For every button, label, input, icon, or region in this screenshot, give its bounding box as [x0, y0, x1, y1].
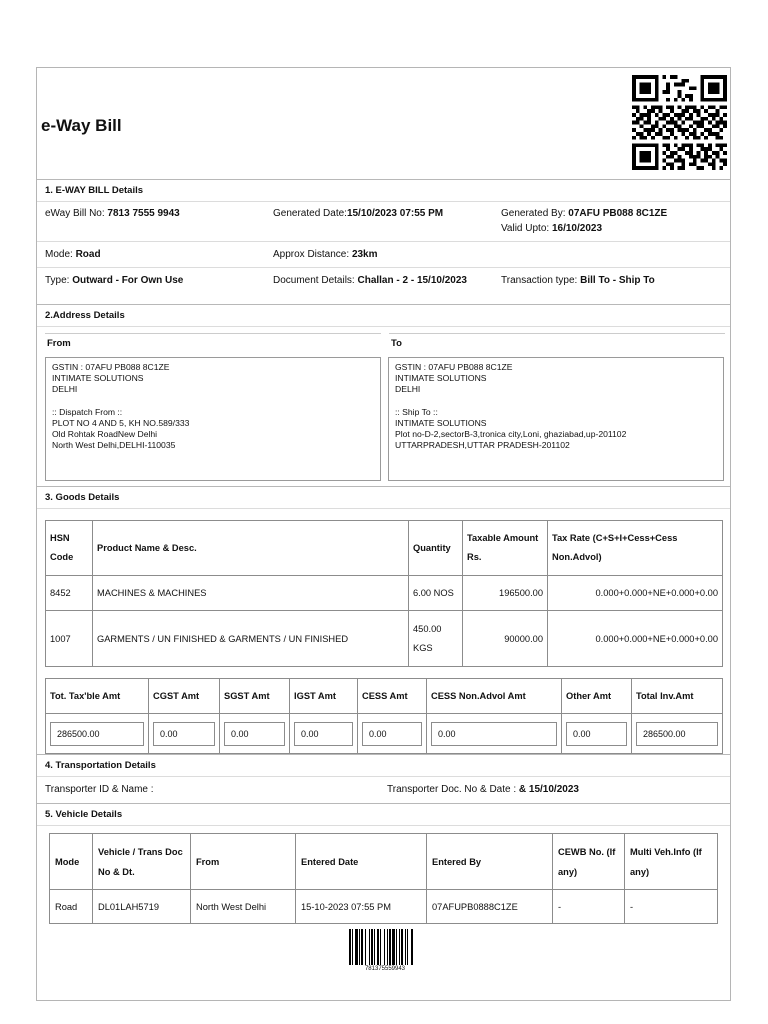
generated-date: Generated Date:15/10/2023 07:55 PM: [273, 208, 444, 219]
cess-field[interactable]: 0.00: [362, 722, 422, 746]
total-taxable-field[interactable]: 286500.00: [50, 722, 144, 746]
col-taxable: Taxable Amount Rs.: [463, 521, 548, 576]
sgst-field[interactable]: 0.00: [224, 722, 285, 746]
table-row: 8452 MACHINES & MACHINES 6.00 NOS 196500.00 0.000+0.000+NE+0.000+0.00: [46, 576, 723, 611]
from-address-box[interactable]: [45, 357, 381, 481]
to-label: To: [391, 338, 402, 349]
address-line: INTIMATE SOLUTIONS: [395, 417, 487, 428]
address-line: GSTIN : 07AFU PB088 8C1ZE: [52, 362, 170, 372]
address-line: Plot no-D-2,sectorB-3,tronica city,Loni, ghaziabad,up-201102: [395, 429, 627, 440]
address-line: [52, 396, 374, 407]
from-label: From: [47, 338, 71, 349]
col-tax-rate: Tax Rate (C+S+I+Cess+Cess Non.Advol): [548, 521, 723, 576]
total-inv-field[interactable]: 286500.00: [636, 722, 718, 746]
transport-row: [37, 777, 730, 803]
col-product: Product Name & Desc.: [93, 521, 409, 576]
vehicle-table: Mode Vehicle / Trans Doc No & Dt. From Entered Date Entered By CEWB No. (If any) Multi Veh.Info (If any) Road DL01LAH5719 North West Delhi 15-10-2023 07:55 PM 07AFUPB0888C1ZE - -: [49, 833, 718, 924]
other-amt-field[interactable]: 0.00: [566, 722, 627, 746]
cgst-field[interactable]: 0.00: [153, 722, 215, 746]
type: Type: Outward - For Own Use: [45, 275, 184, 286]
table-row: 1007 GARMENTS / UN FINISHED & GARMENTS / UN FINISHED 450.00 KGS 90000.00 0.000+0.000+NE+0.000+0.00: [46, 611, 723, 667]
address-line: PLOT NO 4 AND 5, KH NO.589/333: [52, 417, 190, 428]
address-line: INTIMATE SOLUTIONS: [395, 373, 487, 384]
section-goods-heading: 3. Goods Details: [37, 486, 730, 508]
generated-by: Generated By: 07AFU PB088 8C1ZE: [501, 208, 668, 219]
address-line: DELHI: [395, 384, 421, 395]
section-ewb-details-heading: 1. E-WAY BILL Details: [37, 179, 730, 201]
address-line: :: Dispatch From ::: [52, 406, 123, 417]
igst-field[interactable]: 0.00: [294, 722, 353, 746]
address-line: DELHI: [52, 384, 78, 395]
document-details: Document Details: Challan - 2 - 15/10/2023: [273, 275, 467, 286]
barcode: [349, 929, 421, 965]
ewb-row-1: [37, 202, 730, 242]
section-address-heading: 2.Address Details: [37, 304, 730, 326]
address-line: [395, 396, 717, 407]
address-line: North West Delhi,DELHI-110035: [52, 440, 176, 451]
section-vehicle-heading: 5. Vehicle Details: [37, 803, 730, 825]
address-line: INTIMATE SOLUTIONS: [52, 373, 144, 384]
address-line: :: Ship To ::: [395, 406, 438, 417]
cess-nonadvol-field[interactable]: 0.00: [431, 722, 557, 746]
address-line: UTTARPRADESH,UTTAR PRADESH-201102: [395, 440, 570, 451]
ewb-row-3: [37, 268, 730, 294]
approx-distance: Approx Distance: 23km: [273, 249, 378, 260]
mode: Mode: Road: [45, 249, 101, 260]
table-row: Road DL01LAH5719 North West Delhi 15-10-2023 07:55 PM 07AFUPB0888C1ZE - -: [50, 890, 718, 924]
transporter-doc: Transporter Doc. No & Date : & 15/10/2023: [387, 784, 579, 795]
barcode-number: 781375559943: [364, 966, 406, 972]
page-title: e-Way Bill: [41, 116, 122, 135]
to-address-box[interactable]: [388, 357, 724, 481]
col-quantity: Quantity: [409, 521, 463, 576]
section-transport-heading: 4. Transportation Details: [37, 754, 730, 776]
ewb-number: eWay Bill No: 7813 7555 9943: [45, 208, 180, 219]
goods-table: [45, 520, 723, 667]
qr-code: [632, 75, 727, 170]
address-line: Old Rohtak RoadNew Delhi: [52, 429, 158, 440]
col-hsn: HSN Code: [46, 521, 93, 576]
totals-table: Tot. Tax'ble Amt CGST Amt SGST Amt IGST Amt CESS Amt CESS Non.Advol Amt Other Amt Total Inv.Amt 286500.00 0.00 0.00 0.00 0.00 0.00 0.00 286500.00: [45, 678, 723, 754]
ewb-row-2: [37, 242, 730, 268]
transporter-id: Transporter ID & Name :: [45, 784, 154, 795]
valid-upto: Valid Upto: 16/10/2023: [501, 223, 603, 234]
transaction-type: Transaction type: Bill To - Ship To: [501, 275, 655, 286]
eway-bill-document: [36, 67, 731, 1001]
address-line: GSTIN : 07AFU PB088 8C1ZE: [395, 362, 513, 372]
